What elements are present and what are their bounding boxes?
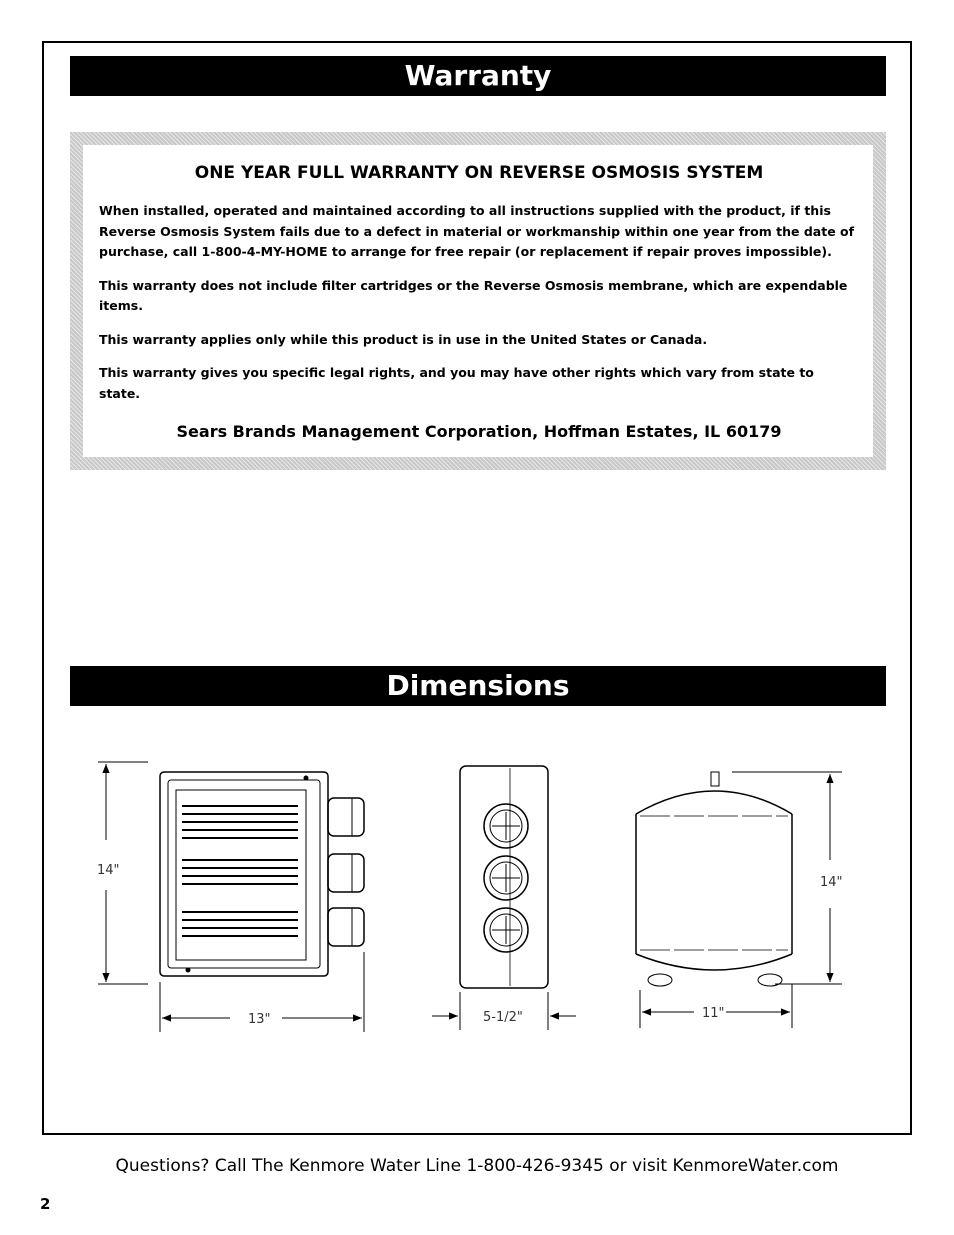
front-view-unit-illustration bbox=[160, 772, 364, 976]
storage-tank-illustration bbox=[636, 772, 792, 986]
warranty-paragraph: When installed, operated and maintained according to all instructions supplied with the product, if this Reverse Osmosis System fails due to a defect in material or workmanship within one year from the date of purchase, call 1-800-4-MY-HOME to arrange for free repair (or replacement if repair proves impossible). bbox=[99, 203, 855, 259]
warranty-paragraph: This warranty applies only while this product is in use in the United States or Canada. bbox=[99, 331, 708, 347]
warranty-paragraph: This warranty does not include filter cartridges or the Reverse Osmosis membrane, which are expendable items. bbox=[99, 277, 848, 313]
side-view-unit-illustration bbox=[460, 766, 548, 988]
tank-height-label: 14" bbox=[820, 875, 843, 890]
dimensions-diagrams bbox=[70, 740, 886, 1100]
tank-width-label: 11" bbox=[702, 1006, 725, 1021]
warranty-content bbox=[83, 145, 873, 457]
page-number: 2 bbox=[40, 1195, 51, 1213]
side-width-label: 5-1/2" bbox=[483, 1010, 523, 1025]
footer-contact-line: Questions? Call The Kenmore Water Line 1-800-426-9345 or visit KenmoreWater.com bbox=[115, 1156, 839, 1176]
warranty-paragraph: This warranty gives you specific legal rights, and you may have other rights which vary from state to state. bbox=[99, 365, 814, 401]
warranty-box bbox=[70, 132, 886, 470]
front-width-label: 13" bbox=[248, 1012, 271, 1027]
dimensions-section-title: Dimensions bbox=[70, 666, 886, 706]
front-height-label: 14" bbox=[97, 863, 120, 878]
warranty-section-title: Warranty bbox=[70, 56, 886, 96]
warranty-heading: ONE YEAR FULL WARRANTY ON REVERSE OSMOSIS SYSTEM bbox=[194, 163, 764, 183]
warranty-company: Sears Brands Management Corporation, Hoffman Estates, IL 60179 bbox=[176, 422, 782, 441]
